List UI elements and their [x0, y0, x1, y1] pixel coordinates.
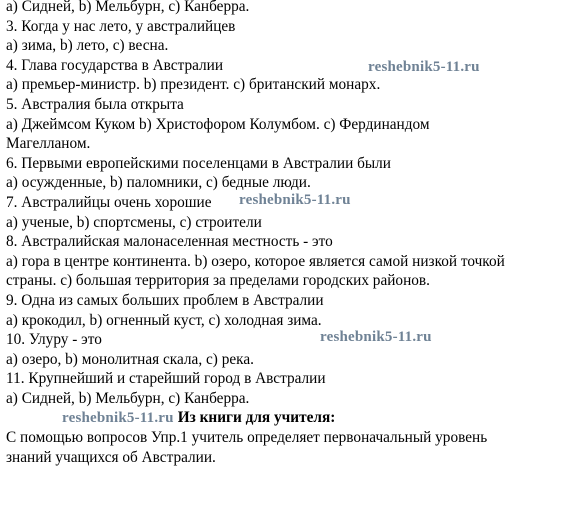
answer-options-5-continued: Магелланом. — [6, 135, 91, 153]
answer-options-6: a) осужденные, b) паломники, c) бедные люди. — [6, 174, 311, 192]
answer-options-3: а) зима, b) лето, с) весна. — [6, 37, 169, 55]
question-5: 5. Австралия была открыта — [6, 95, 184, 113]
document-body — [6, 0, 568, 467]
teacher-heading: Из книги для учителя: — [177, 409, 336, 427]
watermark-2: reshebnik5-11.ru — [239, 191, 351, 208]
question-3: 3. Когда у нас лето, у австралийцев — [6, 17, 236, 35]
teacher-note-line-2: знаний учащихся об Австралии. — [6, 448, 216, 466]
teacher-note-line-1: С помощью вопросов Упр.1 учитель определяет первоначальный уровень — [6, 429, 488, 447]
answer-options-11: a) Сидней, b) Мельбурн, c) Канберра. — [6, 389, 250, 407]
answer-options-5: a) Джеймсом Куком b) Христофором Колумбом. c) Фердинандом — [6, 115, 430, 133]
question-10 — [6, 330, 568, 350]
watermark-3: reshebnik5-11.ru — [320, 329, 432, 346]
teacher-section-heading-line — [6, 408, 568, 428]
watermark-4: reshebnik5-11.ru — [62, 410, 174, 427]
answer-options-7: a) ученые, b) спортсмены, c) строители — [6, 213, 262, 231]
question-8: 8. Австралийская малонаселенная местность - это — [6, 233, 333, 251]
question-4 — [6, 56, 568, 76]
answer-options-line: a) Сидней, b) Мельбурн, c) Канберра. — [6, 0, 250, 15]
watermark-1: reshebnik5-11.ru — [368, 58, 480, 75]
answer-options-4: а) премьер-министр. b) президент. с) британский монарх. — [6, 76, 381, 94]
question-11: 11. Крупнейший и старейший город в Австралии — [6, 370, 326, 388]
question-7 — [6, 193, 568, 213]
answer-options-10: а) озеро, b) монолитная скала, с) река. — [6, 350, 254, 368]
question-9: 9. Одна из самых больших проблем в Австралии — [6, 291, 324, 309]
answer-options-9: a) крокодил, b) огненный куст, c) холодная зима. — [6, 311, 322, 329]
answer-options-8: a) гора в центре континента. b) озеро, которое является самой низкой точкой — [6, 252, 505, 270]
question-6: 6. Первыми европейскими поселенцами в Австралии были — [6, 154, 391, 172]
question-10-text: 10. Улуру - это — [6, 331, 102, 349]
answer-options-8-continued: страны. c) большая территория за пределами городских районов. — [6, 272, 430, 290]
question-4-text: 4. Глава государства в Австралии — [6, 56, 224, 74]
question-7-text: 7. Австралийцы очень хорошие — [6, 193, 212, 211]
